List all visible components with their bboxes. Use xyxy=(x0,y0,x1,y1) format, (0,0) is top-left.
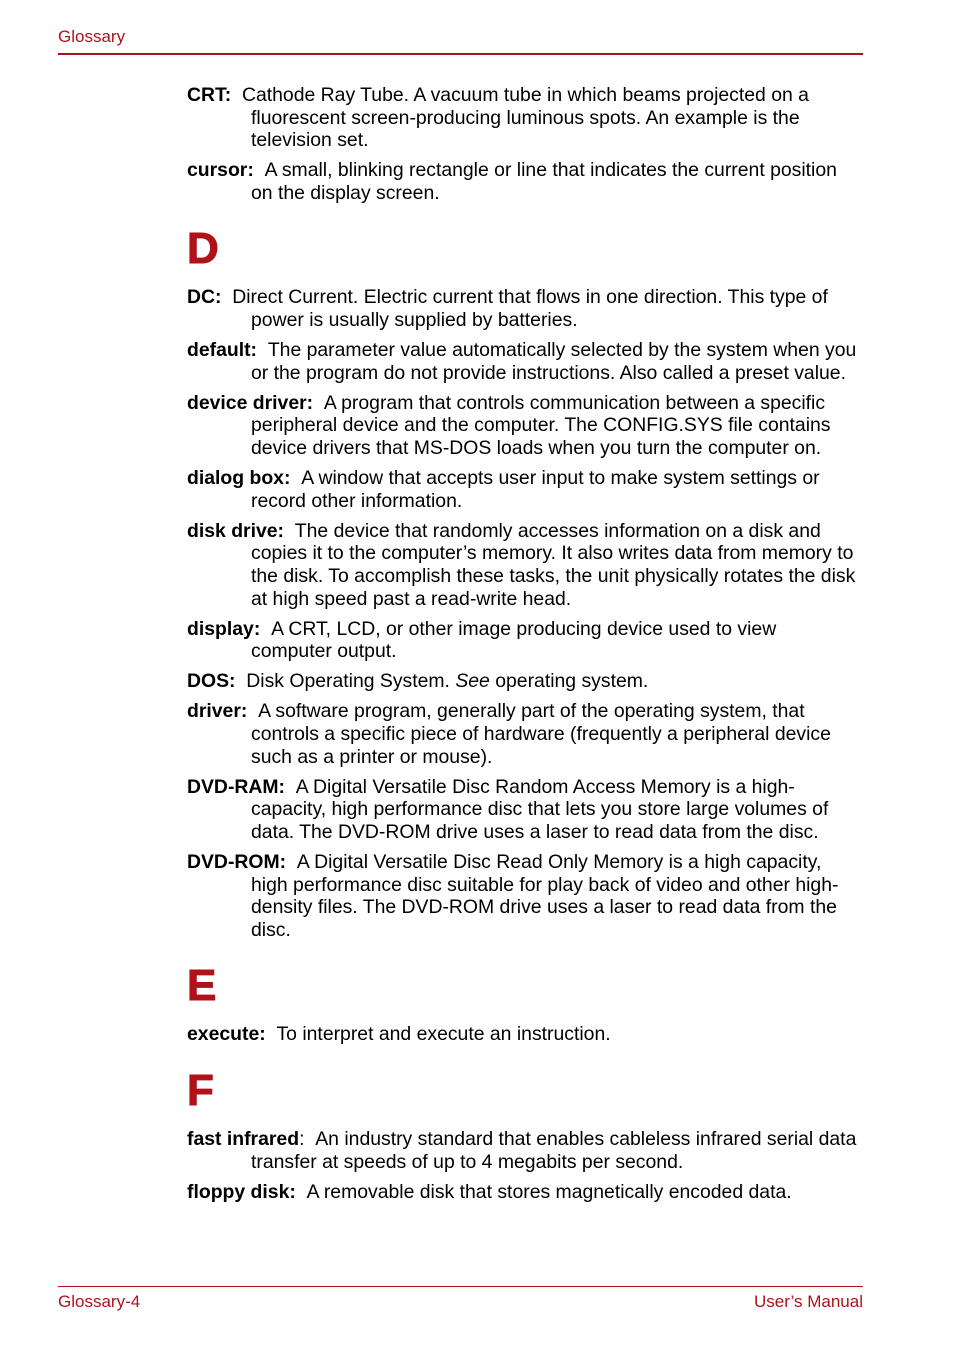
glossary-term: dialog box: xyxy=(187,467,291,490)
glossary-definition: A removable disk that stores magnetically encoded data. xyxy=(306,1180,792,1203)
glossary-content xyxy=(187,84,862,1211)
glossary-term: DVD-RAM: xyxy=(187,775,286,798)
glossary-term: device driver: xyxy=(187,391,314,414)
glossary-term: display: xyxy=(187,617,261,640)
glossary-definition: Direct Current. Electric current that flows in one direction. This type of power is usually supplied by batteries. xyxy=(232,286,828,332)
glossary-term: CRT: xyxy=(187,84,232,106)
glossary-entry-fast-infrared xyxy=(187,1128,862,1173)
glossary-entry-driver xyxy=(187,700,862,768)
glossary-definition: A CRT, LCD, or other image producing device used to view computer output. xyxy=(251,617,777,663)
glossary-definition: An industry standard that enables cableless infrared serial data transfer at speeds of up to 4 megabits per second. xyxy=(251,1128,857,1173)
section-letter-d: D xyxy=(187,224,219,274)
glossary-definition: A window that accepts user input to make system settings or record other information. xyxy=(251,467,820,512)
footer-rule xyxy=(58,1286,863,1287)
glossary-definition: The device that randomly accesses information on a disk and copies it to the computer’s memory. It also writes data from memory to the disk. To accomplish these tasks, the unit physically rotates the disk at high speed past a read-write head. xyxy=(251,519,856,610)
glossary-term: floppy disk: xyxy=(187,1180,296,1203)
glossary-term: DVD-ROM: xyxy=(187,851,287,874)
glossary-term: DOS: xyxy=(187,670,236,693)
glossary-entry-floppy-disk xyxy=(187,1181,862,1204)
glossary-definition: The parameter value automatically selected by the system when you or the program do not provide instructions. Also called a preset value. xyxy=(251,339,857,384)
glossary-entry-device-driver xyxy=(187,392,862,460)
glossary-entry-dos xyxy=(187,670,862,693)
glossary-definition: To interpret and execute an instruction. xyxy=(276,1023,611,1046)
glossary-definition: A small, blinking rectangle or line that indicates the current position on the display screen. xyxy=(251,159,837,204)
glossary-definition: A Digital Versatile Disc Random Access Memory is a high-capacity, high performance disc that lets you store large volumes of data. The DVD-ROM drive uses a laser to read data from the disc. xyxy=(251,775,829,843)
glossary-definition: A software program, generally part of the operating system, that controls a specific piece of hardware (frequently a peripheral device such as a printer or mouse). xyxy=(251,700,831,768)
glossary-term: fast infrared xyxy=(187,1128,300,1150)
glossary-entry-default xyxy=(187,339,862,384)
section-letter-e: E xyxy=(187,961,217,1011)
glossary-entry-execute xyxy=(187,1023,862,1046)
glossary-entry-dvd-ram xyxy=(187,776,862,844)
glossary-entry-dc xyxy=(187,286,862,331)
see-reference: See xyxy=(455,670,490,693)
glossary-term: default: xyxy=(187,339,258,362)
glossary-term: execute: xyxy=(187,1023,266,1046)
glossary-entry-dvd-rom xyxy=(187,851,862,941)
section-letter-f: F xyxy=(187,1066,214,1115)
page-number: Glossary-4 xyxy=(58,1292,141,1311)
glossary-term: disk drive: xyxy=(187,519,284,542)
glossary-definition: Disk Operating System. xyxy=(246,670,450,693)
glossary-entry-disk-drive xyxy=(187,520,862,610)
glossary-term-colon: : xyxy=(299,1128,305,1150)
header-title: Glossary xyxy=(58,27,126,46)
header-rule xyxy=(58,53,863,55)
glossary-entry-dialog-box xyxy=(187,467,862,512)
glossary-entry-crt xyxy=(187,84,862,152)
glossary-definition: A program that controls communication between a specific peripheral device and the computer. The CONFIG.SYS file contains device drivers that MS-DOS loads when you turn the computer on. xyxy=(251,391,831,460)
glossary-term: cursor: xyxy=(187,159,254,182)
see-target: operating system. xyxy=(495,670,649,693)
glossary-entry-cursor xyxy=(187,159,862,204)
glossary-definition: Cathode Ray Tube. A vacuum tube in which beams projected on a fluorescent screen-producing luminous spots. An example is the television set. xyxy=(241,84,809,152)
glossary-term: DC: xyxy=(187,286,222,309)
glossary-entry-display xyxy=(187,618,862,663)
manual-title: User’s Manual xyxy=(754,1292,863,1311)
glossary-term: driver: xyxy=(187,700,248,723)
glossary-definition: A Digital Versatile Disc Read Only Memory is a high capacity, high performance disc suitable for play back of video and other high-density files. The DVD-ROM drive uses a laser to read data from the disc. xyxy=(251,851,839,941)
